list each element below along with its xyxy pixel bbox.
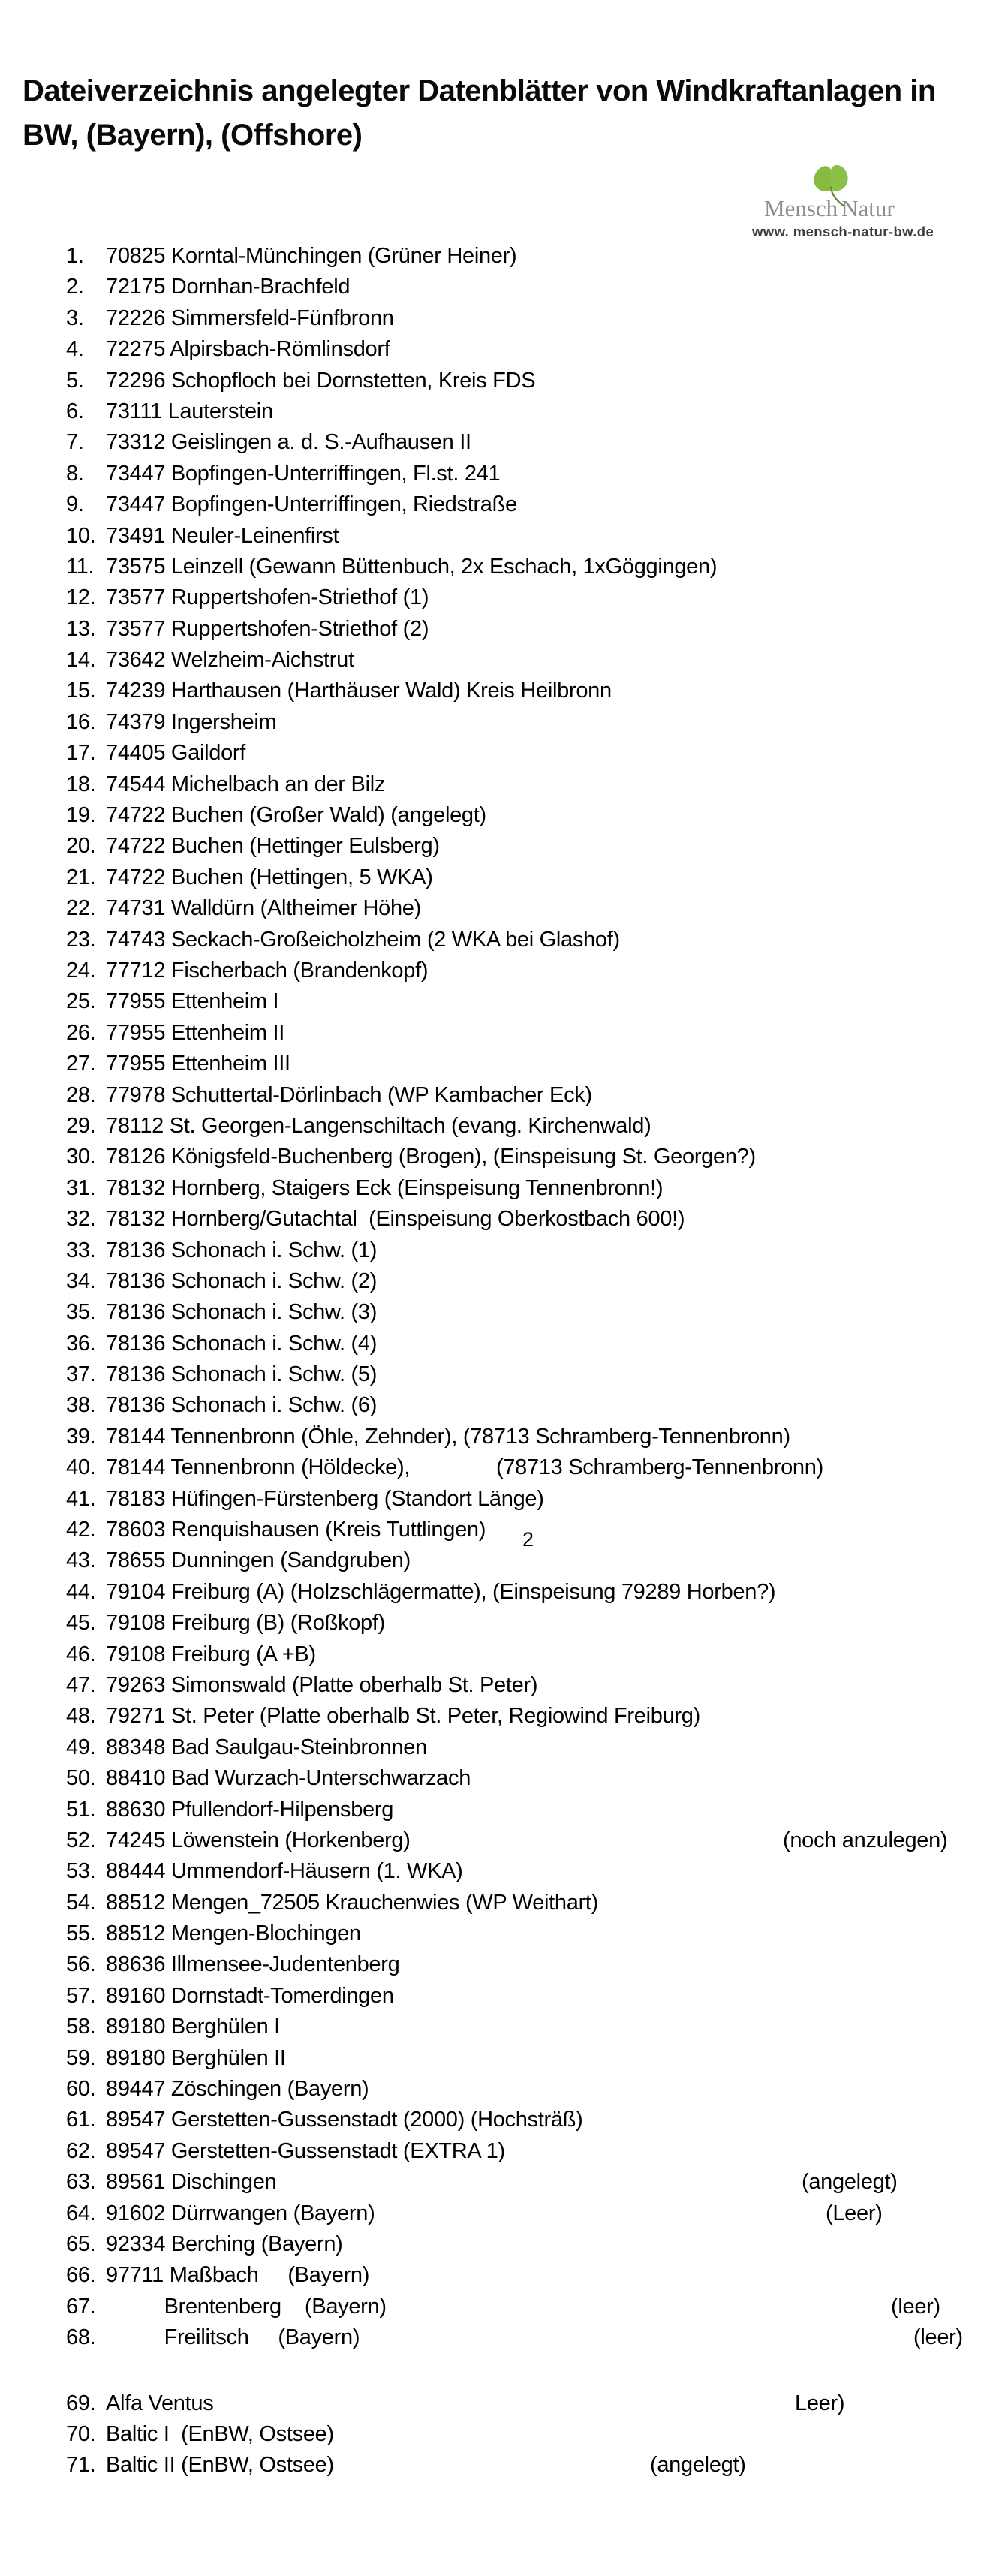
list-item [66, 1484, 990, 1515]
list-item-number: 47. [66, 1672, 96, 1697]
list-item-number: 7. [66, 430, 84, 455]
list-item [66, 1329, 990, 1359]
list-item-number: 34. [66, 1268, 96, 1293]
list-item-number: 11. [66, 554, 95, 579]
list-item-text: 97711 Maßbach (Bayern) [106, 2263, 370, 2288]
list-item-number: 21. [66, 865, 96, 889]
list-item-text: 74722 Buchen (Großer Wald) (angelegt) [106, 803, 486, 828]
list-item [66, 1763, 990, 1794]
list-item [66, 1142, 990, 1172]
list-item-number: 5. [66, 368, 84, 393]
list-item [66, 1732, 990, 1763]
list-item [66, 1173, 990, 1204]
list-item-note: (leer) [891, 2294, 940, 2319]
logo-url: www. mensch-natur-bw.de [752, 224, 934, 239]
list-item-number: 20. [66, 834, 96, 859]
list-item-number: 2. [66, 275, 84, 299]
list-item-text: 72226 Simmersfeld-Fünfbronn [106, 305, 394, 330]
list-item-text: 79108 Freiburg (B) (Roßkopf) [106, 1611, 385, 1636]
list-item-number: 35. [66, 1300, 96, 1325]
list-item [66, 862, 990, 893]
list-item-text: 78136 Schonach i. Schw. (5) [106, 1362, 378, 1387]
list-item-text: 88630 Pfullendorf-Hilpensberg [106, 1797, 394, 1822]
list-item-text: 89547 Gerstetten-Gussenstadt (EXTRA 1) [106, 2138, 505, 2163]
list-item [66, 986, 990, 1017]
list-item-number: 28. [66, 1082, 96, 1107]
list-item-number: 1. [66, 244, 84, 268]
logo-wordmark [764, 195, 914, 222]
list-item [66, 489, 990, 520]
list-item-number: 59. [66, 2045, 96, 2070]
list-item-number: 44. [66, 1579, 96, 1604]
list-item-text: 78144 Tennenbronn (Öhle, Zehnder), (78713 Schramberg-Tennenbronn) [106, 1424, 790, 1449]
list-item [66, 2012, 990, 2042]
logo-word-mensch: Mensch [764, 195, 838, 221]
list-item [66, 1825, 990, 1856]
list-item-text: 78132 Hornberg/Gutachtal (Einspeisung Oberkostbach 600!) [106, 1207, 685, 1232]
list-item-text: 92334 Berching (Bayern) [106, 2232, 343, 2256]
list-item-number: 53. [66, 1859, 96, 1884]
list-item-text: 78136 Schonach i. Schw. (6) [106, 1393, 378, 1418]
list-item-number: 45. [66, 1611, 96, 1636]
list-item [66, 1018, 990, 1049]
list-item-text: 88636 Illmensee-Judentenberg [106, 1952, 400, 1977]
mensch-natur-logo [752, 159, 934, 242]
list-item [66, 241, 990, 272]
list-item-text: 74405 Gaildorf [106, 741, 246, 766]
list-item [66, 1670, 990, 1701]
list-item-text: 77955 Ettenheim III [106, 1052, 290, 1076]
list-item [66, 1918, 990, 1949]
list-item-number: 25. [66, 989, 96, 1014]
list-item-text: 89547 Gerstetten-Gussenstadt (2000) (Hochsträß) [106, 2108, 583, 2132]
list-item-number: 39. [66, 1424, 96, 1449]
list-item [66, 1608, 990, 1639]
list-item [66, 427, 990, 458]
list-item [66, 1390, 990, 1421]
list-item-number: 65. [66, 2232, 96, 2256]
list-item-number: 24. [66, 958, 96, 983]
page-title [23, 69, 976, 158]
list-item-number: 41. [66, 1486, 96, 1511]
list-item-text: 91602 Dürrwangen (Bayern) [106, 2201, 375, 2225]
list-item-number: 62. [66, 2138, 96, 2163]
list-item [66, 2322, 990, 2353]
list-item-number: 27. [66, 1052, 96, 1076]
list-item-number: 71. [66, 2453, 96, 2478]
list-item [66, 303, 990, 334]
list-item-number: 22. [66, 896, 96, 921]
list-item-number: 13. [66, 616, 96, 641]
list-item-number: 70. [66, 2421, 96, 2446]
list-item [66, 1577, 990, 1608]
list-item-text: 72175 Dornhan-Brachfeld [106, 275, 351, 299]
list-item-text: Alfa Ventus [106, 2391, 214, 2415]
logo-word-natur: Natur [841, 195, 895, 221]
list-item-text: 78132 Hornberg, Staigers Eck (Einspeisung Tennenbronn!) [106, 1175, 664, 1200]
list-item [66, 582, 990, 613]
list-item-number: 3. [66, 305, 84, 330]
list-item [66, 707, 990, 738]
page-title-line2: BW, (Bayern), (Offshore) [23, 119, 363, 152]
list-item-number: 4. [66, 337, 84, 362]
list-item-text: 74743 Seckach-Großeicholzheim (2 WKA bei Glashof) [106, 927, 620, 952]
list-item [66, 676, 990, 706]
list-item [66, 521, 990, 552]
list-item-number: 46. [66, 1642, 96, 1666]
list-item [66, 831, 990, 862]
list-item-number: 54. [66, 1890, 96, 1915]
list-item-text: Baltic II (EnBW, Ostsee) [106, 2453, 334, 2478]
list-item-note: (78713 Schramberg-Tennenbronn) [496, 1455, 823, 1480]
list-item-number: 40. [66, 1455, 96, 1480]
list-item-note: Leer) [795, 2391, 845, 2415]
list-item-number: 56. [66, 1952, 96, 1977]
list-item-number: 50. [66, 1766, 96, 1791]
list-item [66, 1639, 990, 1670]
list-item-number: 48. [66, 1704, 96, 1729]
list-item [66, 893, 990, 924]
list-item-text: 78112 St. Georgen-Langenschiltach (evang. Kirchenwald) [106, 1113, 651, 1138]
list-item-number: 6. [66, 399, 84, 423]
list-item-number: 10. [66, 523, 96, 548]
list-item-text: 72275 Alpirsbach-Römlinsdorf [106, 337, 390, 362]
list-item-text: 73642 Welzheim-Aichstrut [106, 648, 354, 673]
list-item-note: (angelegt) [802, 2170, 898, 2195]
list-item-number: 23. [66, 927, 96, 952]
list-item [66, 2198, 990, 2229]
list-item [66, 2136, 990, 2167]
list-item [66, 2450, 990, 2481]
list-item-number: 30. [66, 1145, 96, 1169]
list-item-number: 16. [66, 709, 96, 734]
list-item-text: 78136 Schonach i. Schw. (4) [106, 1331, 378, 1356]
list-item-number: 69. [66, 2391, 96, 2415]
list-item-text: 74722 Buchen (Hettingen, 5 WKA) [106, 865, 433, 889]
list-item-number: 63. [66, 2170, 96, 2195]
list-item-text: 73447 Bopfingen-Unterriffingen, Fl.st. 241 [106, 461, 501, 486]
list-item [66, 2105, 990, 2135]
list-item [66, 366, 990, 396]
list-item [66, 2292, 990, 2322]
list-item-text: 88444 Ummendorf-Häusern (1. WKA) [106, 1859, 463, 1884]
list-item-text: 78136 Schonach i. Schw. (1) [106, 1238, 378, 1262]
list-item [66, 459, 990, 489]
list-item-text: 73447 Bopfingen-Unterriffingen, Riedstraße [106, 492, 517, 517]
list-item [66, 2419, 990, 2450]
list-item-note: (noch anzulegen) [783, 1828, 948, 1852]
list-item [66, 1235, 990, 1266]
list-item-number: 66. [66, 2263, 96, 2288]
list-item-number: 14. [66, 648, 96, 673]
list-item [66, 2167, 990, 2198]
list-item [66, 614, 990, 645]
list-item-text: 77712 Fischerbach (Brandenkopf) [106, 958, 429, 983]
list-item-text: 78603 Renquishausen (Kreis Tuttlingen) [106, 1518, 486, 1542]
list-item-text: 77978 Schuttertal-Dörlinbach (WP Kambacher Eck) [106, 1082, 592, 1107]
list-item-text: 78183 Hüfingen-Fürstenberg (Standort Länge) [106, 1486, 544, 1511]
list-item-text: 89160 Dornstadt-Tomerdingen [106, 1983, 394, 2008]
list-item [66, 396, 990, 427]
list-item-number: 61. [66, 2108, 96, 2132]
list-item [66, 1422, 990, 1452]
list-item-text: 73577 Ruppertshofen-Striethof (1) [106, 585, 429, 610]
list-item-text: 74245 Löwenstein (Horkenberg) [106, 1828, 411, 1852]
list-item-number: 42. [66, 1518, 96, 1542]
list-item-text: 88512 Mengen-Blochingen [106, 1921, 361, 1946]
list-item-text: 74379 Ingersheim [106, 709, 277, 734]
list-item-text: 78136 Schonach i. Schw. (3) [106, 1300, 378, 1325]
list-item-number: 57. [66, 1983, 96, 2008]
list-item [66, 1266, 990, 1297]
list-item-text: 77955 Ettenheim I [106, 989, 279, 1014]
list-item [66, 800, 990, 831]
list-item-text: 73111 Lauterstein [106, 399, 273, 423]
list-item-number: 29. [66, 1113, 96, 1138]
list-item [66, 1701, 990, 1732]
list-item-text: 89180 Berghülen II [106, 2045, 286, 2070]
list-item [66, 1297, 990, 1328]
list-item-text: 78136 Schonach i. Schw. (2) [106, 1268, 378, 1293]
list-item-number: 38. [66, 1393, 96, 1418]
list-item [66, 1111, 990, 1142]
list-item [66, 1204, 990, 1235]
list-item [66, 1795, 990, 1825]
list-item [66, 925, 990, 955]
list-item-text: 73577 Ruppertshofen-Striethof (2) [106, 616, 429, 641]
list-item [66, 738, 990, 769]
list-item-number: 51. [66, 1797, 96, 1822]
list-item-number: 9. [66, 492, 84, 517]
list-item-text: 88512 Mengen_72505 Krauchenwies (WP Weithart) [106, 1890, 599, 1915]
list-item [66, 1981, 990, 2012]
list-item [66, 955, 990, 986]
list-item-number: 67. [66, 2294, 96, 2319]
list-item-text: 73575 Leinzell (Gewann Büttenbuch, 2x Eschach, 1xGöggingen) [106, 554, 718, 579]
list-item-text: 77955 Ettenheim II [106, 1020, 285, 1045]
file-index-list [66, 241, 990, 2481]
list-item [66, 272, 990, 302]
list-item [66, 1888, 990, 1918]
list-item [66, 1049, 990, 1079]
list-item-text: 74731 Walldürn (Altheimer Höhe) [106, 896, 421, 921]
list-item [66, 2229, 990, 2260]
page-number: 2 [522, 1528, 534, 1551]
list-item-text: 78126 Königsfeld-Buchenberg (Brogen), (Einspeisung St. Georgen?) [106, 1145, 756, 1169]
list-item-note: (Leer) [826, 2201, 883, 2225]
list-item [66, 2074, 990, 2105]
list-item-number: 37. [66, 1362, 96, 1387]
list-item-text: 89561 Dischingen [106, 2170, 277, 2195]
list-item-number: 17. [66, 741, 96, 766]
list-item-text: 70825 Korntal-Münchingen (Grüner Heiner) [106, 244, 517, 268]
list-item-text: 74722 Buchen (Hettinger Eulsberg) [106, 834, 440, 859]
list-item [66, 552, 990, 582]
list-item-number: 43. [66, 1548, 96, 1573]
list-item-number: 18. [66, 772, 96, 796]
list-item-note: (leer) [913, 2325, 963, 2350]
list-item-number: 8. [66, 461, 84, 486]
list-item [66, 1452, 990, 1483]
list-item-text: Brentenberg (Bayern) [106, 2294, 387, 2319]
list-item-number: 64. [66, 2201, 96, 2225]
list-item [66, 1080, 990, 1111]
list-item-text: Baltic I (EnBW, Ostsee) [106, 2421, 334, 2446]
list-item-number: 55. [66, 1921, 96, 1946]
list-item-text: 79108 Freiburg (A +B) [106, 1642, 316, 1666]
list-item-text: 78655 Dunningen (Sandgruben) [106, 1548, 411, 1573]
page-title-line1: Dateiverzeichnis angelegter Datenblätter von Windkraftanlagen in [23, 74, 936, 107]
list-item-text: 78144 Tennenbronn (Höldecke), [106, 1455, 411, 1480]
list-item-text: 79271 St. Peter (Platte oberhalb St. Peter, Regiowind Freiburg) [106, 1704, 700, 1729]
list-item-number: 15. [66, 679, 96, 703]
list-item-text: 72296 Schopfloch bei Dornstetten, Kreis FDS [106, 368, 536, 393]
list-item-text: Freilitsch (Bayern) [106, 2325, 360, 2350]
list-item [66, 1359, 990, 1390]
list-item-number: 31. [66, 1175, 96, 1200]
list-item-number: 33. [66, 1238, 96, 1262]
list-gap [66, 2354, 990, 2388]
list-item-text: 88410 Bad Wurzach-Unterschwarzach [106, 1766, 471, 1791]
list-item [66, 769, 990, 800]
list-item [66, 2388, 990, 2419]
list-item-number: 36. [66, 1331, 96, 1356]
list-item-number: 32. [66, 1207, 96, 1232]
list-item-text: 79104 Freiburg (A) (Holzschlägermatte), (Einspeisung 79289 Horben?) [106, 1579, 776, 1604]
list-item-number: 52. [66, 1828, 96, 1852]
list-item-text: 89180 Berghülen I [106, 2015, 280, 2039]
list-item-number: 26. [66, 1020, 96, 1045]
list-item-number: 58. [66, 2015, 96, 2039]
list-item [66, 1949, 990, 1980]
list-item-number: 49. [66, 1735, 96, 1759]
list-item-note: (angelegt) [650, 2453, 746, 2478]
list-item-text: 73491 Neuler-Leinenfirst [106, 523, 339, 548]
list-item-text: 89447 Zöschingen (Bayern) [106, 2077, 369, 2102]
list-item-number: 19. [66, 803, 96, 828]
list-item [66, 645, 990, 676]
list-item [66, 2043, 990, 2074]
list-item-number: 68. [66, 2325, 96, 2350]
list-item-text: 74544 Michelbach an der Bilz [106, 772, 386, 796]
list-item-text: 88348 Bad Saulgau-Steinbronnen [106, 1735, 427, 1759]
list-item-number: 60. [66, 2077, 96, 2102]
list-item-number: 12. [66, 585, 96, 610]
list-item [66, 1856, 990, 1887]
list-item-text: 73312 Geislingen a. d. S.-Aufhausen II [106, 430, 471, 455]
list-item [66, 2260, 990, 2291]
list-item-text: 79263 Simonswald (Platte oberhalb St. Peter) [106, 1672, 538, 1697]
list-item [66, 334, 990, 365]
list-item-text: 74239 Harthausen (Harthäuser Wald) Kreis Heilbronn [106, 679, 612, 703]
